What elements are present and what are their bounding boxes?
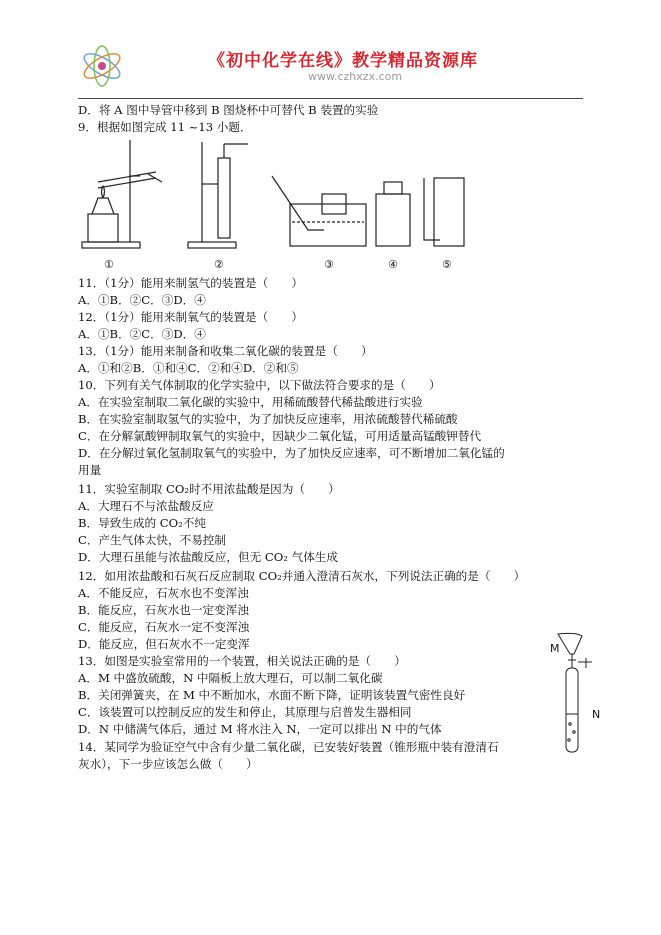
text-line: 12．如用浓盐酸和石灰石反应制取 CO₂并通入澄清石灰水，下列说法正确的是（ ）: [78, 569, 526, 583]
text-line: C．产生气体太快，不易控制: [78, 533, 226, 547]
text-line: D．N 中储满气体后，通过 M 将水注入 N，一定可以排出 N 中的气体: [78, 722, 442, 736]
molecule-logo-icon: [78, 44, 126, 88]
text-line: A．①和②B．①和④C．②和④D．②和⑤: [78, 361, 299, 375]
text-line: C．该装置可以控制反应的发生和停止，其原理与启普发生器相同: [78, 705, 412, 719]
page-header: [78, 40, 583, 92]
text-line: A．在实验室制取二氧化碳的实验中，用稀硫酸替代稀盐酸进行实验: [78, 395, 423, 409]
banner-url: www.czhxzx.com: [308, 70, 403, 83]
text-line: D．大理石虽能与浓盐酸反应，但无 CO₂ 气体生成: [78, 550, 338, 564]
text-line: 用量: [78, 463, 102, 477]
text-line: 14．某同学为验证空气中含有少量二氧化碳，已安装好装置（锥形瓶中装有澄清石: [78, 740, 499, 754]
text-line: B．能反应，石灰水也一定变浑浊: [78, 603, 249, 617]
figure-label-3: ③: [324, 258, 334, 271]
text-line: A．①B．②C．③D．④: [78, 327, 206, 341]
figure-label-1: ①: [104, 258, 114, 271]
text-line: D．能反应，但石灰水不一定变浑: [78, 637, 250, 651]
header-divider: [78, 98, 583, 99]
text-line: 13．如图是实验室常用的一个装置，相关说法正确的是（ ）: [78, 654, 406, 668]
text-line: A．①B．②C．③D．④: [78, 293, 206, 307]
lab-apparatus-drawing: [78, 136, 478, 258]
text-line: 9．根据如图完成 11 ~13 小题．: [78, 120, 252, 134]
text-line: B．关闭弹簧夹，在 M 中不断加水，水面不断下降，证明该装置气密性良好: [78, 688, 466, 702]
text-line: 13．（1分）能用来制备和收集二氧化碳的装置是（ ）: [78, 344, 373, 358]
text-line: 10．下列有关气体制取的化学实验中，以下做法符合要求的是（ ）: [78, 378, 441, 392]
text-line: A．M 中盛放硫酸，N 中隔板上放大理石，可以制二氧化碳: [78, 671, 383, 685]
text-line: 12．（1分）能用来制氧气的装置是（ ）: [78, 310, 304, 324]
text-line: D．在分解过氧化氢制取氧气的实验中，为了加快反应速率，可不断增加二氧化锰的: [78, 446, 505, 460]
text-line: 11．（1分）能用来制氢气的装置是（ ）: [78, 276, 304, 290]
text-line: B．在实验室制取氢气的实验中，为了加快反应速率，用浓硫酸替代稀硫酸: [78, 412, 458, 426]
figure-label-2: ②: [214, 258, 224, 271]
text-line: B．导致生成的 CO₂不纯: [78, 516, 206, 530]
label-n: N: [592, 708, 601, 721]
figure-label-4: ④: [388, 258, 398, 271]
text-line: 灰水），下一步应该怎么做（ ）: [78, 757, 258, 771]
apparatus-figure: [78, 136, 478, 271]
text-line: C．在分解氯酸钾制取氧气的实验中，因缺少二氧化锰，可用适量高锰酸钾替代: [78, 429, 482, 443]
figure-label-5: ⑤: [442, 258, 452, 271]
label-m: M: [550, 642, 560, 655]
text-line: A．不能反应，石灰水也不变浑浊: [78, 586, 249, 600]
text-line: 11．实验室制取 CO₂时不用浓盐酸是因为（ ）: [78, 482, 340, 496]
text-line: D．将 A 图中导管中移到 B 图烧杯中可替代 B 装置的实验: [78, 103, 379, 117]
banner-title: 《初中化学在线》教学精品资源库: [208, 51, 478, 71]
separatory-funnel-apparatus: [548, 628, 601, 758]
text-line: A．大理石不与浓盐酸反应: [78, 499, 214, 513]
text-line: C．能反应，石灰水一定不变浑浊: [78, 620, 250, 634]
